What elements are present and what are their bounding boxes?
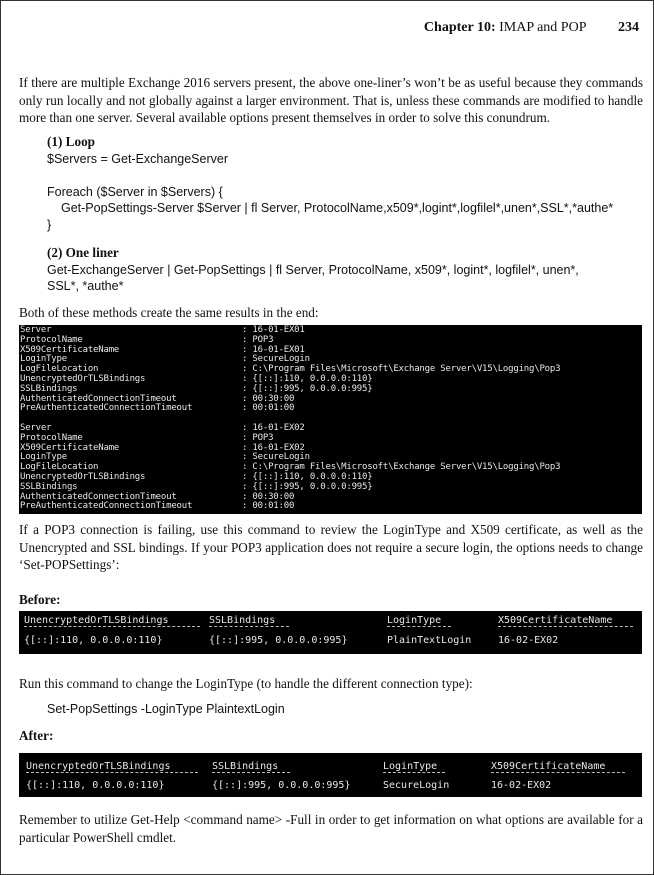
console-value: : 00:01:00: [242, 501, 295, 512]
before-label: Before:: [19, 592, 61, 607]
after-header-row: [19, 759, 642, 775]
loop-line-4: }: [47, 218, 52, 232]
run-paragraph: Run this command to change the LoginType (to handle the different connection type):: [19, 676, 473, 691]
before-col-ssl: SSLBindings: [209, 615, 276, 626]
oneliner-line-2: SSL*, *authe*: [47, 279, 124, 293]
oneliner-line-1: Get-ExchangeServer | Get-PopSettings | fl Server, ProtocolName, x509*, logint*, logfilel*, unen*,: [47, 263, 579, 277]
set-command: Set-PopSettings -LoginType PlaintextLogin: [47, 702, 285, 716]
console-output: [19, 325, 642, 514]
table-cell: SecureLogin: [383, 780, 450, 791]
console-key: LoginType: [20, 452, 67, 463]
console-value: : {[::]:110, 0.0.0.0:110}: [242, 373, 373, 384]
console-line: [20, 346, 642, 356]
after-col-unencrypted: UnencryptedOrTLSBindings: [26, 761, 171, 772]
intro-paragraph: If there are multiple Exchange 2016 servers present, the above one-liner’s won’t be as useful because they commands only run locally and not globally against a larger environment. That is, unless these commands are modified to handle more than one server. Several available options present themselves in order to solve this conundrum.: [19, 75, 643, 125]
divider: [209, 626, 289, 627]
console-value: : 00:01:00: [242, 403, 295, 414]
divider: [212, 772, 290, 773]
console-key: AuthenticatedConnectionTimeout: [20, 393, 177, 404]
loop-line-1: $Servers = Get-ExchangeServer: [47, 152, 228, 166]
console-key: ProtocolName: [20, 334, 83, 345]
console-key: ProtocolName: [20, 432, 83, 443]
divider: [24, 626, 200, 627]
chapter-title: IMAP and POP: [499, 20, 587, 35]
after-table: [19, 753, 642, 797]
before-data-row: [19, 635, 642, 651]
console-line: [20, 404, 642, 414]
console-line: [20, 326, 642, 336]
console-key: X509CertificateName: [20, 442, 120, 453]
console-value: : 16-01-EX02: [242, 442, 305, 453]
console-line: [20, 444, 642, 454]
table-cell: PlainTextLogin: [387, 635, 472, 646]
console-value: : {[::]:110, 0.0.0.0:110}: [242, 471, 373, 482]
console-value: : POP3: [242, 432, 274, 443]
console-value: : 00:30:00: [242, 491, 295, 502]
remember-paragraph: Remember to utilize Get-Help <command name> -Full in order to get information on what options are available for a particular PowerShell cmdlet.: [19, 812, 643, 845]
before-table: [19, 611, 642, 654]
table-cell: 16-02-EX02: [491, 780, 552, 791]
before-col-unencrypted: UnencryptedOrTLSBindings: [24, 615, 169, 626]
console-key: SSLBindings: [20, 383, 78, 394]
page-number: 234: [618, 20, 639, 35]
console-key: X509CertificateName: [20, 344, 120, 355]
console-key: LoginType: [20, 354, 67, 365]
table-cell: {[::]:995, 0.0.0.0:995}: [212, 780, 351, 791]
divider: [491, 772, 625, 773]
console-value: : SecureLogin: [242, 452, 310, 463]
console-value: : 16-01-EX02: [242, 422, 305, 433]
table-cell: 16-02-EX02: [498, 635, 559, 646]
console-key: PreAuthenticatedConnectionTimeout: [20, 403, 193, 414]
console-key: Server: [20, 422, 52, 433]
before-col-logintype: LoginType: [387, 615, 442, 626]
console-value: : POP3: [242, 334, 274, 345]
table-cell: {[::]:110, 0.0.0.0:110}: [24, 635, 163, 646]
console-value: : 16-01-EX01: [242, 344, 305, 355]
console-key: LogFileLocation: [20, 364, 99, 375]
both-paragraph: Both of these methods create the same results in the end:: [19, 305, 319, 320]
console-value: : C:\Program Files\Microsoft\Exchange Server\V15\Logging\Pop3: [242, 462, 561, 473]
console-value: : 16-01-EX01: [242, 325, 305, 335]
loop-heading: (1) Loop: [47, 134, 95, 149]
console-blank-line: [20, 414, 642, 424]
console-key: LogFileLocation: [20, 462, 99, 473]
loop-line-2: Foreach ($Server in $Servers) {: [47, 185, 223, 199]
console-line: [20, 502, 642, 512]
table-cell: {[::]:995, 0.0.0.0:995}: [209, 635, 348, 646]
after-col-logintype: LoginType: [383, 761, 438, 772]
console-line: [20, 424, 642, 434]
page-header: [424, 20, 639, 36]
console-key: PreAuthenticatedConnectionTimeout: [20, 501, 193, 512]
before-col-x509: X509CertificateName: [498, 615, 613, 626]
before-header-row: [19, 613, 642, 629]
console-key: UnencryptedOrTLSBindings: [20, 471, 146, 482]
console-key: UnencryptedOrTLSBindings: [20, 373, 146, 384]
console-key: Server: [20, 325, 52, 335]
failing-paragraph: If a POP3 connection is failing, use this command to review the LoginType and X509 certificate, as well as the Unencrypted and SSL bindings. If your POP3 application does not require a secure login, the options needs to change ‘Set-POPSettings’:: [19, 522, 643, 572]
console-key: AuthenticatedConnectionTimeout: [20, 491, 177, 502]
divider: [26, 772, 198, 773]
console-value: : SecureLogin: [242, 354, 310, 365]
oneliner-heading: (2) One liner: [47, 245, 119, 260]
after-label: After:: [19, 728, 54, 743]
table-cell: {[::]:110, 0.0.0.0:110}: [26, 780, 165, 791]
console-value: : {[::]:995, 0.0.0.0:995}: [242, 481, 373, 492]
after-data-row: [19, 780, 642, 796]
divider: [383, 772, 445, 773]
console-value: : C:\Program Files\Microsoft\Exchange Server\V15\Logging\Pop3: [242, 364, 561, 375]
console-key: SSLBindings: [20, 481, 78, 492]
after-col-ssl: SSLBindings: [212, 761, 279, 772]
console-value: : {[::]:995, 0.0.0.0:995}: [242, 383, 373, 394]
divider: [387, 626, 451, 627]
after-col-x509: X509CertificateName: [491, 761, 606, 772]
console-value: : 00:30:00: [242, 393, 295, 404]
divider: [498, 626, 633, 627]
loop-line-3: Get-PopSettings-Server $Server | fl Server, ProtocolName,x509*,logint*,logfilel*,unen*,SSL*,*authe*: [61, 201, 614, 215]
chapter-label: Chapter 10:: [423, 20, 496, 35]
